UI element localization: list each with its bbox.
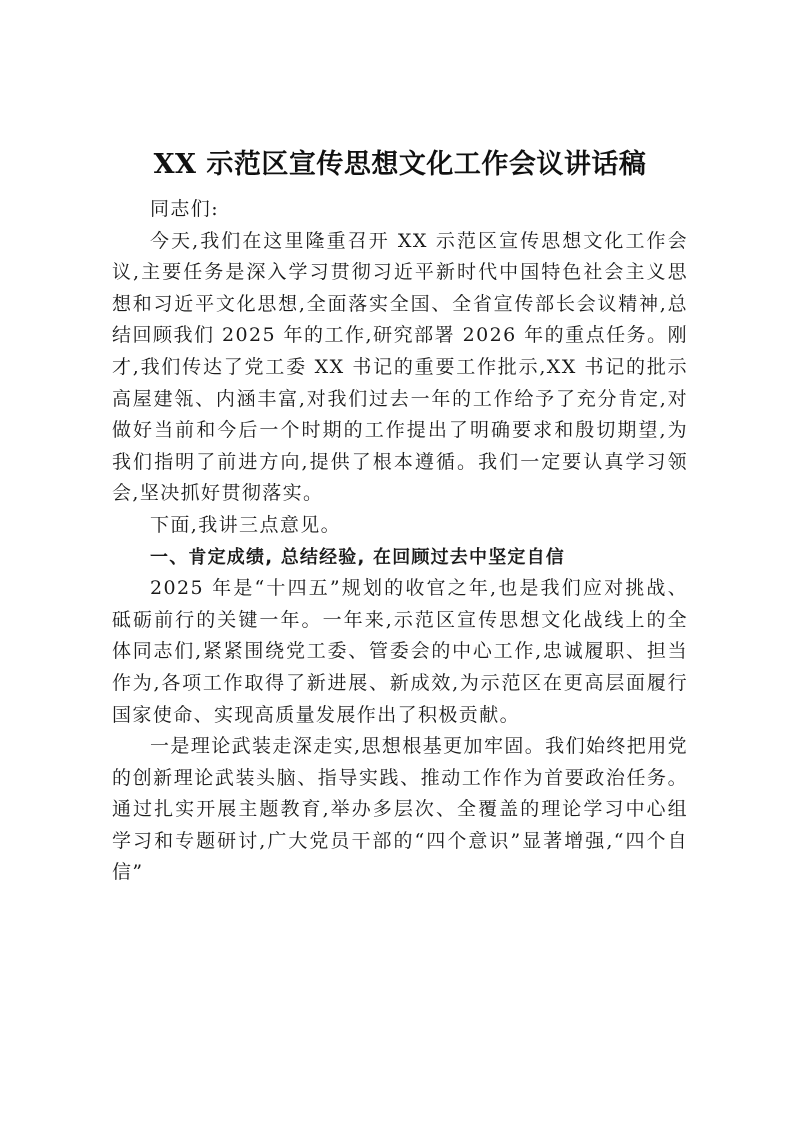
paragraph-outline: 下面,我讲三点意见。: [150, 513, 342, 536]
salutation: 同志们:: [150, 198, 220, 220]
paragraph-section1-intro: 2025 年是“十四五”规划的收官之年,也是我们应对挑战、砥砺前行的关键一年。一年来,示范区宣传思想文化战线上的全体同志们,紧紧围绕党工委、管委会的中心工作,忠诚履职、担当作为,各项工作取得了新进展、新成效,为示范区在更高层面履行国家使命、实现高质量发展作出了积极贡献。: [112, 577, 688, 726]
paragraph-section1-point1: 一是理论武装走深走实,思想根基更加牢固。我们始终把用党的创新理论武装头脑、指导实践、推动工作作为首要政治任务。通过扎实开展主题教育,举办多层次、全覆盖的理论学习中心组学习和专题研讨,广大党员干部的“四个意识”显著增强,“四个自信”: [112, 735, 688, 884]
section-heading-1: 一、肯定成绩, 总结经验, 在回顾过去中坚定自信: [150, 546, 566, 568]
document-title: XX 示范区宣传思想文化工作会议讲话稿: [153, 149, 647, 180]
document-body: [112, 145, 688, 889]
paragraph-opening: 今天,我们在这里隆重召开 XX 示范区宣传思想文化工作会议,主要任务是深入学习贯彻习近平新时代中国特色社会主义思想和习近平文化思想,全面落实全国、全省宣传部长会议精神,总结回顾我们 2025 年的工作,研究部署 2026 年的重点任务。刚才,我们传达了党工委 XX 书记的重要工作批示,XX 书记的批示高屋建瓴、内涵丰富,对我们过去一年的工作给予了充分肯定,对做好当前和今后一个时期的工作提出了明确要求和殷切期望,为我们指明了前进方向,提供了根本遵循。我们一定要认真学习领会,坚决抓好贯彻落实。: [112, 229, 688, 505]
